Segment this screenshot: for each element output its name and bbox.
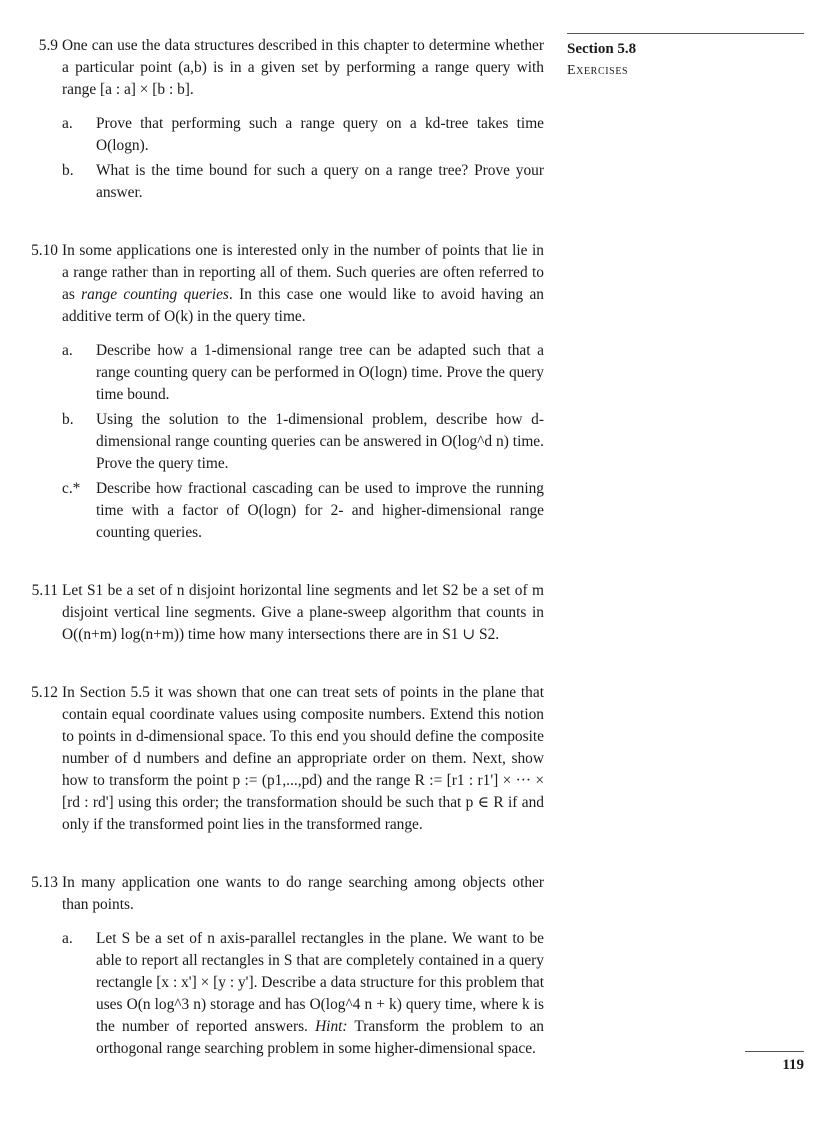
item-label: a.: [62, 342, 73, 359]
hint-label: Hint:: [315, 1018, 348, 1035]
list-item: [62, 409, 544, 475]
exercise-text: Let S1 be a set of n disjoint horizontal line segments and let S2 be a set of m disjoint vertical line segments. Give a plane-sweep algorithm that counts in O((n+m) log(n+m)) time how many intersections there are in S1 ∪ S2.: [62, 582, 544, 643]
item-text: Using the solution to the 1-dimensional problem, describe how d-dimensional range counting queries can be answered in O(log^d n) time. Prove the query time.: [96, 411, 544, 472]
item-label: c.*: [62, 480, 81, 497]
exercise-text: In Section 5.5 it was shown that one can treat sets of points in the plane that contain equal coordinate values using composite numbers. Extend this notion to points in d-dimensional space. To this end you should define the composite number of d numbers and define an appropriate order on them. Next, show how to transform the point p := (p1,...,pd) and the range R := [r1 : r1'] × ··· × [rd : rd'] using this order; the transformation should be such that p ∈ R if and only if the transformed point lies in the transformed range.: [62, 684, 544, 833]
exercise-number: 5.12: [31, 684, 58, 701]
item-text: [96, 928, 544, 1060]
exercise-5-9: [38, 35, 544, 204]
section-subtitle: Exercises: [567, 63, 629, 78]
item-label: b.: [62, 162, 74, 179]
exercise-number: 5.11: [31, 582, 58, 599]
exercise-number: 5.10: [31, 242, 58, 259]
exercise-5-11: [31, 580, 544, 646]
item-text: Prove that performing such a range query on a kd-tree takes time O(logn).: [96, 115, 544, 154]
section-label: Section 5.8: [567, 41, 637, 57]
margin-rule-top: [567, 33, 804, 34]
item-label: b.: [62, 411, 74, 428]
running-head: [567, 39, 797, 81]
margin-rule-bottom: [745, 1051, 804, 1052]
exercise-text-end: . In this case one would like to avoid having an additive term of O(k) in the query time.: [62, 286, 544, 325]
item-text-end: Transform the problem to an orthogonal range searching problem in some higher-dimensional space.: [96, 1018, 545, 1057]
item-text-start: Let S be a set of n axis-parallel rectangles in the plane. We want to be able to report all rectangles in S that are completely contained in a query rectangle [x : x'] × [y : y']. Describe a data structure for this problem that uses O(n log^3 n) storage and has O(log^4 n + k) query time, where k is the number of reported answers.: [96, 930, 544, 1035]
exercise-items: [62, 340, 544, 544]
exercise-number: 5.9: [38, 37, 58, 54]
list-item: [62, 113, 544, 157]
exercise-list: [31, 35, 545, 1096]
list-item: [62, 160, 544, 204]
item-text: What is the time bound for such a query on a range tree? Prove your answer.: [96, 162, 544, 201]
list-item: [62, 478, 544, 544]
list-item: [62, 340, 544, 406]
item-text: Describe how fractional cascading can be used to improve the running time with a factor of O(logn) for 2- and higher-dimensional range counting queries.: [96, 480, 544, 541]
list-item: [62, 928, 544, 1060]
exercise-5-10: [31, 240, 544, 544]
exercise-items: [62, 113, 544, 204]
exercise-text: One can use the data structures described in this chapter to determine whether a particular point (a,b) is in a given set by performing a range query with range [a : a] × [b : b].: [62, 37, 544, 98]
exercise-text: [62, 240, 544, 328]
exercise-items: [62, 928, 544, 1060]
exercise-5-13: [31, 872, 545, 1060]
item-label: a.: [62, 930, 73, 947]
emphasized-term: range counting queries: [81, 286, 229, 303]
exercise-text: In many application one wants to do range searching among objects other than points.: [62, 874, 544, 913]
exercise-number: 5.13: [31, 874, 58, 891]
item-label: a.: [62, 115, 73, 132]
item-text: Describe how a 1-dimensional range tree can be adapted such that a range counting query can be performed in O(logn) time. Prove the query time bound.: [96, 342, 544, 403]
page-number: 119: [782, 1057, 804, 1073]
exercise-text-start: In some applications one is interested only in the number of points that lie in a range rather than in reporting all of them. Such queries are often referred to as: [62, 242, 544, 303]
exercise-5-12: [31, 682, 544, 836]
